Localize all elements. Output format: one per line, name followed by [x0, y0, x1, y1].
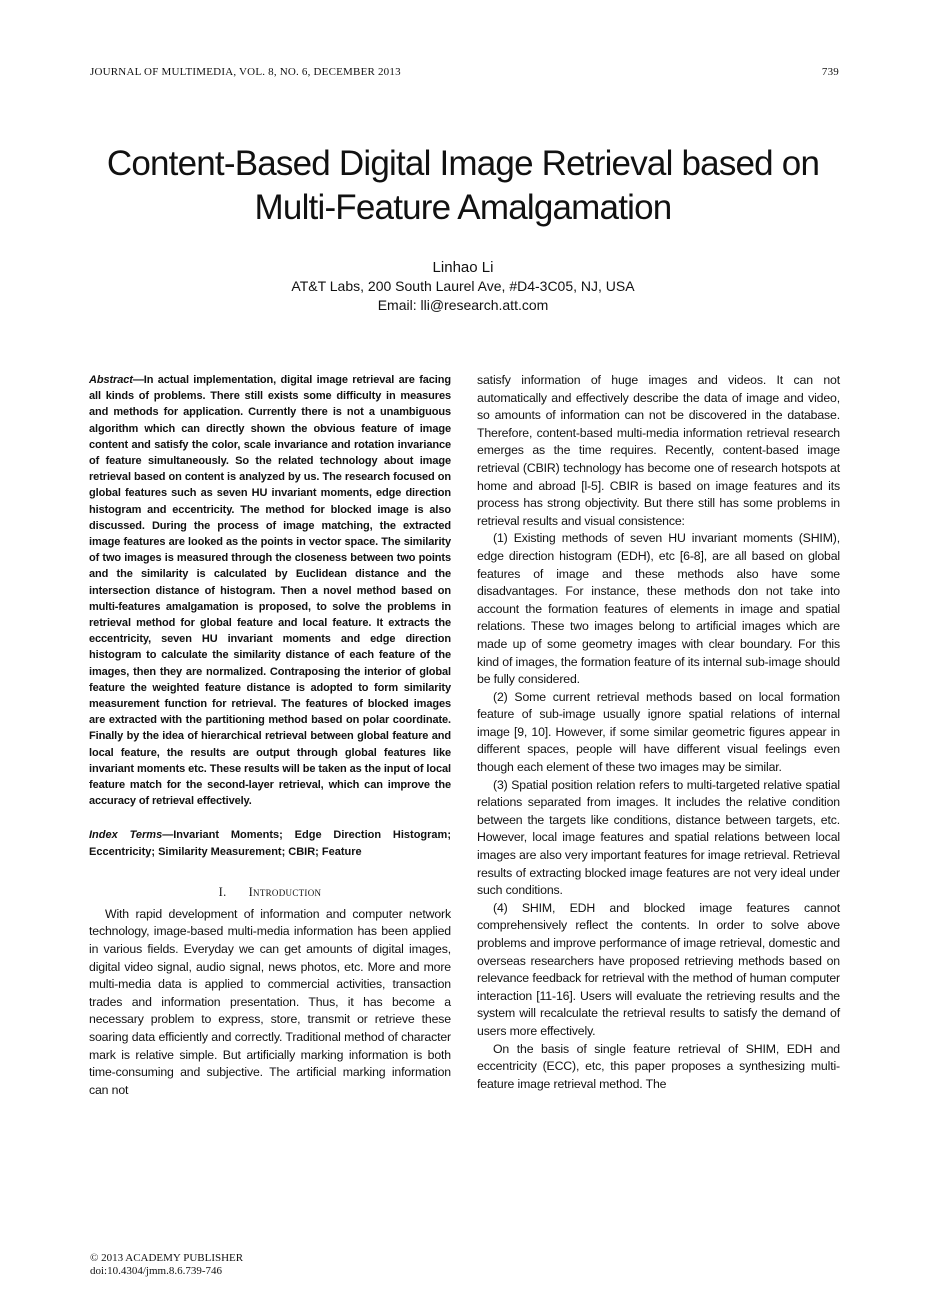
abstract-label: Abstract [89, 374, 133, 386]
intro-paragraph: With rapid development of information and computer network technology, image-based multi-media information has been applied in various fields. Everyday we can get amounts of digital images, digital video signal, audio signal, news photos, etc. More and more multi-media data is applied to commercial activities, transaction trades and information presentation. Thus, it has become a necessary problem to express, store, transmit or retrieve these soaring data efficiently and correctly. Traditional method of character mark is relative simple. But artificially marking information is both time-consuming and subjective. The artificial marking information can not [89, 906, 451, 1097]
title-line-2: Multi-Feature Amalgamation [254, 188, 672, 227]
problem-2-paragraph: (2) Some current retrieval methods based on local formation feature of sub-image usually ignore spatial relations of internal image [9, 10]. However, if some similar geometric figures appear in different spaces, people will have different visual feelings even though each element of these two images may be similar. [477, 689, 840, 775]
copyright-notice: © 2013 ACADEMY PUBLISHER [90, 1252, 244, 1264]
right-column [477, 372, 840, 1093]
section-number: I. [218, 884, 227, 899]
footer [90, 1252, 243, 1278]
abstract [89, 372, 451, 809]
paper-title [60, 142, 866, 230]
abstract-text: In actual implementation, digital image retrieval are facing all kinds of problems. There still exists some difficulty in measures and methods for application. Currently there is not a unambiguous algorithm which can directly shown the obvious feature of image content and satisfy the color, scale invariance and rotation invariance of feature simultaneously. So the related technology about image retrieval based on content is analyzed by us. The research focused on global features such as seven HU invariant moments, edge direction histogram and eccentricity. The method for blocked image is also discussed. During the process of image matching, the extracted image features are looked as the points in vector space. The similarity of two images is measured through the closeness between two points and the similarity is calculated by Euclidean distance and the intersection distance of histogram. Then a novel method based on multi-features amalgamation is proposed, to solve the problems in retrieval method for global feature and local feature. It extracts the eccentricity, seven HU invariant moments and edge direction histogram to calculate the similarity distance of each feature of the images, then they are normalized. Contraposing the interior of global feature the weighted feature distance is adopted to form similarity measurement function for retrieval. The features of blocked images are extracted with the partitioning method based on polar coordinate. Finally by the idea of hierarchical retrieval between global feature and local feature, the results are output through global features like invariant moments etc. These results will be taken as the input of local feature match for the second-layer retrieval, which can improve the accuracy of retrieval effectively. [89, 374, 451, 808]
problem-1-paragraph: (1) Existing methods of seven HU invariant moments (SHIM), edge direction histogram (EDH), etc [6-8], are all based on global features of image and these methods also have some disadvantages. For instance, these methods don not take into account the formation features of elements in image and spatial relations. These two images belong to artificial images which are made up of some geometry images with clear boundary. For this kind of images, the formation feature of its internal sub-image should be fully considered. [477, 531, 840, 687]
abstract-dash: — [132, 374, 144, 386]
intro-paragraph-continued: satisfy information of huge images and videos. It can not automatically and effectively describe the data of image and video, so amounts of information can not be discovered in the database. Therefore, content-based multi-media information retrieval research emerges as the time requires. Recently, content-based image retrieval (CBIR) technology has become one of research hotspots at home and abroad [l-5]. CBIR is based on image features and its process has strong objectivity. But there still has some problems in retrieval results and visual consistence: [477, 373, 840, 528]
index-terms-text: Invariant Moments; Edge Direction Histogram; Eccentricity; Similarity Measurement; CBIR; Feature [89, 829, 451, 858]
index-terms-dash: — [162, 829, 174, 842]
title-line-1: Content-Based Digital Image Retrieval based on [106, 144, 820, 183]
index-terms [89, 827, 451, 859]
author-block [160, 258, 766, 315]
section-title: Introduction [248, 884, 322, 899]
author-affiliation: AT&T Labs, 200 South Laurel Ave, #D4-3C05, NJ, USA [291, 278, 635, 294]
doi: doi:10.4304/jmm.8.6.739-746 [90, 1265, 222, 1277]
problem-4-paragraph: (4) SHIM, EDH and blocked image features cannot comprehensively reflect the contents. In order to solve above problems and improve performance of image retrieval, domestic and overseas researchers have proposed retrieving methods based on relevance feedback for retrieval with the method of human computer interaction [11-16]. Users will evaluate the retrieving results and the system will recalculate the retrieval results to satisfy the demand of users more effectively. [477, 900, 840, 1038]
section-heading-introduction [89, 885, 451, 900]
proposal-paragraph: On the basis of single feature retrieval of SHIM, EDH and eccentricity (ECC), etc, this paper proposes a synthesizing multi-feature image retrieval method. The [477, 1041, 840, 1091]
left-column [89, 372, 451, 1099]
problem-3-paragraph: (3) Spatial position relation refers to multi-targeted relative spatial relations separated from images. It includes the relative condition between the targets like conditions, distance between targets, etc. However, local image features and spatial relations between local images are also very important features for image retrieval. Retrieval results of extracting blocked image features are not very ideal under such conditions. [477, 777, 840, 898]
journal-citation: JOURNAL OF MULTIMEDIA, VOL. 8, NO. 6, DECEMBER 2013 [90, 66, 401, 78]
author-name: Linhao Li [432, 259, 494, 276]
running-header [90, 66, 839, 82]
index-terms-label: Index Terms [89, 829, 163, 842]
page-number: 739 [821, 66, 839, 78]
author-email: Email: lli@research.att.com [377, 297, 549, 313]
